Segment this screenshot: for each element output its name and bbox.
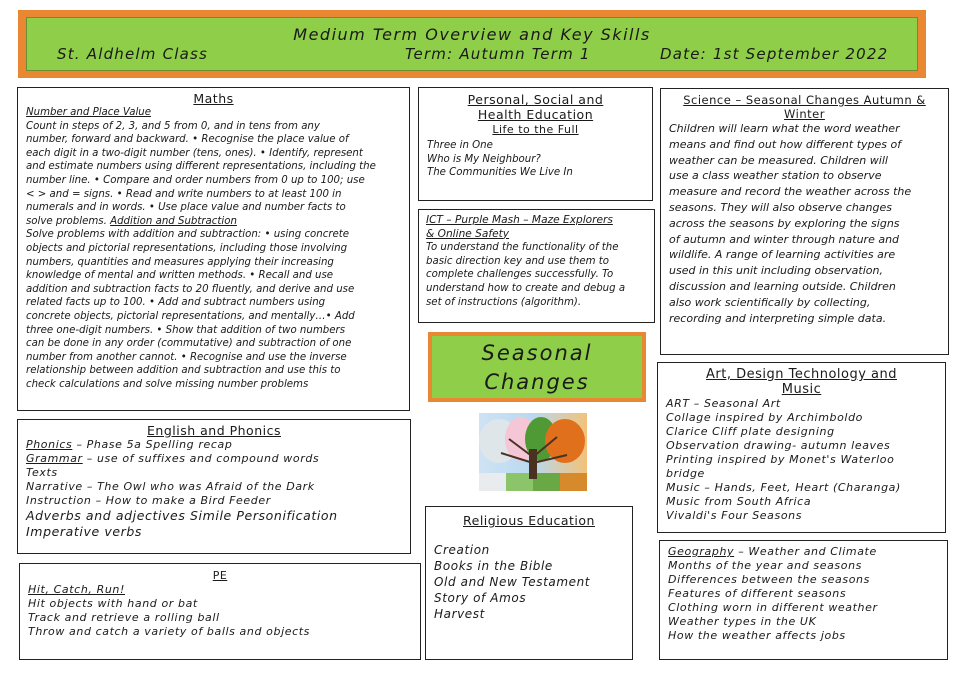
- ict-heading-2: & Online Safety: [426, 227, 510, 240]
- re-panel: [425, 506, 633, 660]
- maths-line: each digit in a two-digit number (tens, ones). • Identify, represent: [26, 147, 363, 159]
- re-line: Books in the Bible: [434, 559, 553, 573]
- maths-line: knowledge of mental and written methods. • Recall and use: [26, 270, 334, 282]
- maths-line: three one-digit numbers. • Show that addition of two numbers: [26, 324, 346, 336]
- grammar-label: Grammar: [26, 452, 83, 465]
- art-line: Music – Hands, Feet, Heart (Charanga): [666, 481, 901, 494]
- sci-line: measure and record the weather across the: [669, 185, 912, 199]
- maths-line: number, forward and backward. • Recognise the place value of: [26, 134, 349, 146]
- geo-line: Weather types in the UK: [668, 615, 817, 628]
- maths-heading: Maths: [193, 91, 234, 106]
- pe-heading: PE: [212, 569, 228, 582]
- pshe-subheading: Life to the Full: [492, 123, 579, 136]
- pshe-heading-2: Health Education: [477, 107, 594, 122]
- ict-line: basic direction key and use them to: [426, 255, 610, 267]
- maths-line: and estimate numbers using different representations, including the: [26, 161, 376, 173]
- geography-panel: [659, 540, 948, 660]
- pe-line: Throw and catch a variety of balls and objects: [28, 625, 310, 638]
- pe-panel: [19, 563, 421, 660]
- phonics-text: – Phase 5a Spelling recap: [72, 438, 233, 451]
- maths-line: can be done in any order (commutative) and subtraction of one: [26, 338, 352, 350]
- theme-line-1: Seasonal: [481, 341, 593, 365]
- re-line: Old and New Testament: [434, 575, 591, 589]
- sci-line: used in this unit including observation,: [669, 264, 883, 278]
- maths-line: objects and pictorial representations, including those involving: [26, 242, 348, 254]
- art-line: Printing inspired by Monet's Waterloo: [666, 453, 895, 466]
- re-line: Creation: [434, 543, 490, 557]
- maths-subheading-place-value: Number and Place Value: [26, 107, 152, 118]
- maths-last-line-prefix: solve problems.: [26, 215, 107, 227]
- geo-line: How the weather affects jobs: [668, 629, 846, 642]
- ict-heading: ICT – Purple Mash – Maze Explorers: [426, 214, 613, 226]
- pe-subheading: Hit, Catch, Run!: [28, 583, 125, 596]
- sci-line: discussion and learning outside. Children: [669, 279, 896, 293]
- maths-line: addition and subtraction facts to 20 fluently, and derive and use: [26, 283, 355, 295]
- geo-line: Clothing worn in different weather: [668, 601, 878, 614]
- maths-subheading-addition: Addition and Subtraction: [110, 215, 237, 227]
- english-panel: [17, 419, 411, 554]
- maths-lines-1: [26, 120, 401, 215]
- texts-label: Texts: [26, 466, 58, 479]
- header-banner: [18, 10, 926, 78]
- pshe-panel: [418, 87, 653, 201]
- maths-line: numbers, quantities and measures applying their increasing: [26, 256, 334, 268]
- geo-line: Differences between the seasons: [668, 573, 870, 586]
- maths-line: concrete objects, pictorial representations, and mentally…• Add: [26, 310, 355, 322]
- four-seasons-tree-image: [479, 413, 587, 491]
- maths-line: Count in steps of 2, 3, and 5 from 0, and in tens from any: [26, 120, 320, 132]
- art-line: Clarice Cliff plate designing: [666, 425, 835, 438]
- theme-panel: [432, 336, 642, 398]
- pshe-line: Who is My Neighbour?: [427, 153, 541, 165]
- sci-line: across the seasons by exploring the signs: [669, 216, 900, 230]
- instruction-title: How to make a Bird Feeder: [105, 494, 271, 507]
- maths-line: relationship between addition and subtraction and use this to: [26, 365, 341, 377]
- art-heading-2: Music: [781, 382, 822, 397]
- art-line: Collage inspired by Archimboldo: [666, 411, 863, 424]
- header-panel: [26, 17, 918, 71]
- geography-text: [668, 559, 939, 643]
- maths-panel: [17, 87, 410, 411]
- science-heading-2: Winter: [784, 107, 825, 121]
- art-line: bridge: [666, 467, 705, 480]
- english-heading: English and Phonics: [147, 423, 281, 438]
- geo-line: Features of different seasons: [668, 587, 847, 600]
- sci-line: means and find out how different types of: [669, 137, 902, 151]
- sci-line: also work scientifically by collecting,: [669, 295, 871, 309]
- pe-line: Hit objects with hand or bat: [28, 597, 198, 610]
- pshe-line: Three in One: [427, 140, 493, 151]
- theme-line-2: Changes: [484, 370, 590, 394]
- sci-line: weather can be measured. Children will: [669, 153, 888, 167]
- re-line: Harvest: [434, 607, 485, 621]
- maths-line: number from another cannot. • Recognise and use the inverse: [26, 351, 347, 363]
- geography-heading-line: [668, 545, 939, 559]
- geography-title: – Weather and Climate: [734, 545, 877, 558]
- sci-line: Children will learn what the word weather: [669, 122, 900, 135]
- tree-icon: [479, 413, 587, 491]
- ict-panel: [418, 209, 655, 323]
- narrative-title: The Owl who was Afraid of the Dark: [97, 480, 315, 493]
- ict-line: To understand the functionality of the: [426, 242, 619, 254]
- geography-label: Geography: [668, 545, 735, 558]
- english-adverbs-line: Adverbs and adjectives Simile Personification: [26, 508, 338, 523]
- instruction-label: Instruction –: [26, 494, 106, 507]
- maths-line: Solve problems with addition and subtraction: • using concrete: [26, 229, 350, 241]
- grammar-text: – use of suffixes and compound words: [82, 452, 320, 465]
- re-heading: Religious Education: [463, 513, 595, 528]
- sci-line: seasons. They will also observe changes: [669, 200, 892, 214]
- geo-line: Months of the year and seasons: [668, 559, 862, 572]
- class-name: St. Aldhelm Class: [57, 45, 209, 63]
- ict-line: set of instructions (algorithm).: [426, 296, 582, 308]
- pshe-line: The Communities We Live In: [427, 167, 573, 179]
- maths-line: number line. • Compare and order numbers from 0 up to 100; use: [26, 174, 365, 186]
- art-line: ART – Seasonal Art: [666, 397, 781, 410]
- maths-bridge-line: [26, 215, 401, 229]
- re-line: Story of Amos: [434, 591, 527, 605]
- art-heading: Art, Design Technology and: [705, 367, 898, 382]
- art-line: Music from South Africa: [666, 495, 812, 508]
- maths-line: < > and = signs. • Read and write numbers to at least 100 in: [26, 188, 342, 200]
- sci-line: recording and interpreting simple data.: [669, 311, 887, 325]
- pshe-heading: Personal, Social and: [467, 92, 604, 107]
- sci-line: of autumn and winter through nature and: [669, 232, 900, 246]
- maths-line: related facts up to 100. • Add and subtract numbers using: [26, 297, 326, 309]
- science-heading: Science – Seasonal Changes Autumn &: [683, 93, 926, 107]
- ict-line: complete challenges successfully. To: [426, 269, 614, 281]
- term-label: Term: Autumn Term 1: [405, 45, 591, 63]
- science-panel: [660, 88, 949, 355]
- maths-line: numerals and in words. • Use place value and number facts to: [26, 202, 346, 214]
- pe-line: Track and retrieve a rolling ball: [28, 611, 220, 624]
- sci-line: use a class weather station to observe: [669, 169, 882, 183]
- english-imperative-line: Imperative verbs: [26, 524, 142, 539]
- sci-line: wildlife. A range of learning activities are: [669, 248, 896, 262]
- art-line: Observation drawing- autumn leaves: [666, 439, 891, 452]
- date-label: Date: 1st September 2022: [660, 45, 889, 63]
- theme-banner: [428, 332, 646, 402]
- ict-line: understand how to create and debug a: [426, 282, 626, 294]
- phonics-label: Phonics: [26, 438, 73, 451]
- art-line: Vivaldi's Four Seasons: [666, 509, 803, 522]
- page-title: Medium Term Overview and Key Skills: [293, 25, 651, 44]
- art-text: [666, 397, 937, 523]
- science-text: [669, 121, 940, 326]
- maths-lines-2: [26, 228, 401, 391]
- narrative-label: Narrative –: [26, 480, 98, 493]
- maths-line: check calculations and solve missing number problems: [26, 378, 309, 390]
- art-panel: [657, 362, 946, 533]
